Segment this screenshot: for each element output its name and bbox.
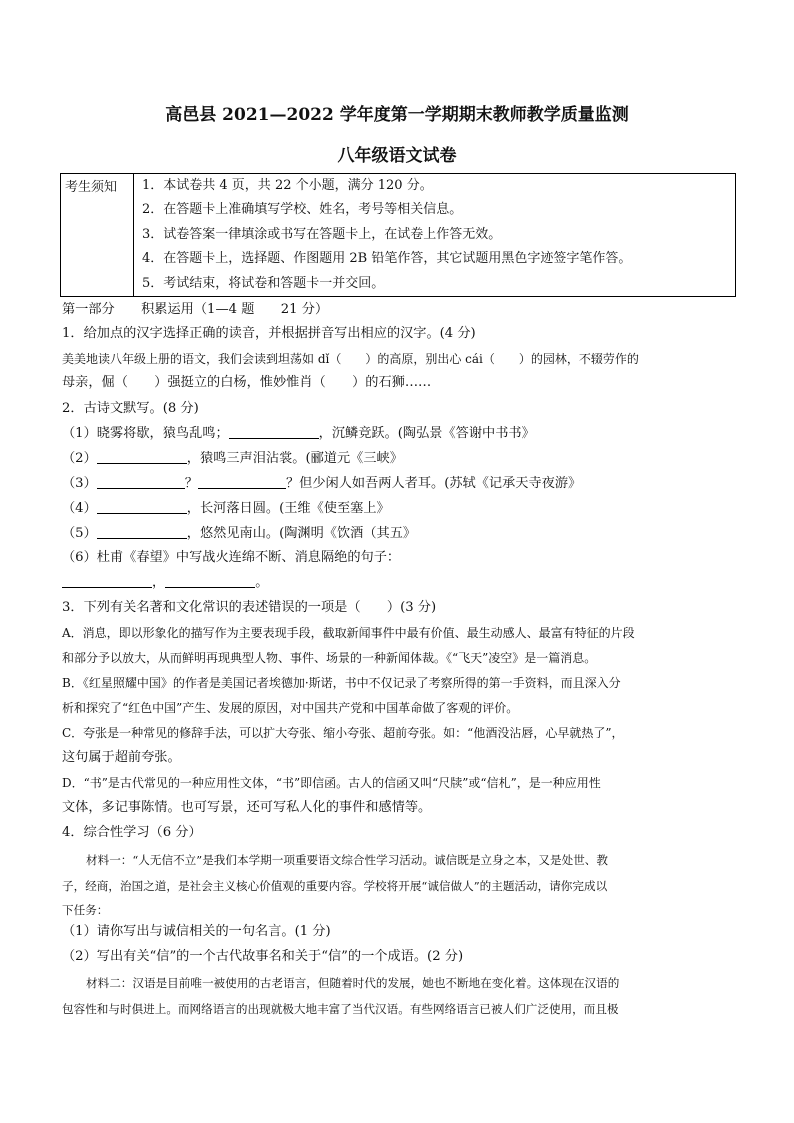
part1-heading: 第一部分 积累运用（1—4 题 21 分） [62,302,329,317]
q2-item-text: （3） [62,476,97,491]
q4-material-2-cont: 包容性和与时俱进上。而网络语言的出现就极大地丰富了当代汉语。有些网络语言已被人们广泛使用，而且极 [62,1002,619,1016]
q3-option-d: D．“书”是古代常见的一种应用性文体，“书”即信函。古人的信函又叫“尺牍”或“信札”，是一种应用性 [62,776,601,790]
q3-option-b: B．《红星照耀中国》的作者是美国记者埃德加·斯诺，书中不仅记录了考察所得的第一手资料，而且深入分 [62,676,621,690]
q2-item-text: ，猿鸣三声泪沾裳。(郦道元《三峡》 [186,451,403,466]
notice-item: 4．在答题卡上，选择题、作图题用 2B 铅笔作答，其它试题用黑色字迹签字笔作答。 [142,251,632,267]
notice-item: 2．在答题卡上准确填写学校、姓名，考号等相关信息。 [142,202,463,218]
q2-prompt: 2．古诗文默写。(8 分) [62,401,199,416]
q2-item-text: （2） [62,451,97,466]
q3-option-a-cont: 和部分予以放大，从而鲜明再现典型人物、事件、场景的一种新闻体裁。《“飞天”凌空》是一篇消息。 [62,651,597,665]
q2-item-6: （6）杜甫《春望》中写战火连绵不断、消息隔绝的句子： [62,550,401,565]
q1-line: 美美地读八年级上册的语文，我们会读到坦荡如 dǐ（ ）的高原，别出心 cái（ ）的园林，不辍劳作的 [62,352,639,366]
q3-option-d-cont: 文体，多记事陈情。也可写景，还可写私人化的事件和感情等。 [62,800,432,815]
q4-prompt: 4．综合性学习（6 分） [62,825,202,840]
answer-blank[interactable] [198,474,286,489]
q4-material-2: 材料二：汉语是目前唯一被使用的古老语言，但随着时代的发展，她也不断地在变化着。这体现在汉语的 [86,976,620,990]
q3-option-a: A．消息，即以形象化的描写作为主要表现手段，截取新闻事件中最有价值、最生动感人、最富有特征的片段 [62,626,635,640]
q2-item-text: ，沉鳞竞跃。(陶弘景《答谢中书书》 [318,426,535,441]
notice-item: 3．试卷答案一律填涂或书写在答题卡上，在试卷上作答无效。 [142,226,502,242]
q2-item-text: ， [152,575,166,590]
q2-item-5 [62,524,416,544]
q2-item-2 [62,449,403,469]
q3-option-b-cont: 析和探究了“红色中国”产生、发展的原因，对中国共产党和中国革命做了客观的评价。 [62,701,519,715]
q2-item-1 [62,424,535,444]
q2-item-text: ？ [184,476,198,491]
q2-item-text: ，长河落日圆。(王维《使至塞上》 [186,501,390,516]
notice-items [134,174,736,297]
exam-title: 高邑县 2021—2022 学年度第一学期期末教师教学质量监测 [165,105,629,125]
q3-prompt: 3．下列有关名著和文化常识的表述错误的一项是（ ）(3 分) [62,600,437,615]
notice-table [60,173,736,297]
notice-item: 1．本试卷共 4 页，共 22 个小题，满分 120 分。 [142,178,433,193]
q3-option-c: C．夸张是一种常见的修辞手法，可以扩大夸张、缩小夸张、超前夸张。如：“他酒没沾唇，心早就热了”， [62,726,624,740]
exam-subtitle: 八年级语文试卷 [337,146,457,166]
answer-blank[interactable] [229,424,319,439]
q4-material-1-cont: 下任务： [62,903,109,917]
answer-blank[interactable] [62,573,152,588]
notice-label: 考生须知 [61,174,134,297]
q2-item-7 [62,573,268,593]
q1-prompt: 1．给加点的汉字选择正确的读音，并根据拼音写出相应的汉字。(4 分) [62,326,476,341]
answer-blank[interactable] [97,474,185,489]
q2-item-3 [62,474,581,494]
answer-blank[interactable] [97,524,187,539]
q4-task-1: （1）请你写出与诚信相关的一句名言。(1 分) [62,924,331,939]
q2-item-text: （4） [62,501,97,516]
q2-item-text: （1）晓雾将歇，猿鸟乱鸣； [62,426,229,441]
q2-item-text: ？但少闲人如吾两人者耳。(苏轼《记承天寺夜游》 [285,476,582,491]
q4-material-1-cont: 子，经商，治国之道，是社会主义核心价值观的重要内容。学校将开展“诚信做人”的主题活动，请你完成以 [62,879,608,893]
answer-blank[interactable] [165,573,255,588]
answer-blank[interactable] [97,499,187,514]
q2-item-text: ，悠然见南山。(陶渊明《饮酒（其五》 [186,526,417,541]
q4-material-1: 材料一：“人无信不立”是我们本学期一项重要语文综合性学习活动。诚信既是立身之本，又是处世、教 [86,853,608,867]
notice-item: 5．考试结束，将试卷和答题卡一并交回。 [142,275,385,291]
answer-blank[interactable] [97,449,187,464]
q4-task-2: （2）写出有关“信”的一个古代故事名和关于“信”的一个成语。(2 分) [62,949,464,964]
q2-item-text: （5） [62,526,97,541]
q2-item-text: 。 [255,575,269,590]
q1-line: 母亲，倔（ ）强挺立的白杨，惟妙惟肖（ ）的石狮…… [62,375,432,390]
q3-option-c-cont: 这句属于超前夸张。 [62,750,181,765]
q2-item-4 [62,499,390,519]
